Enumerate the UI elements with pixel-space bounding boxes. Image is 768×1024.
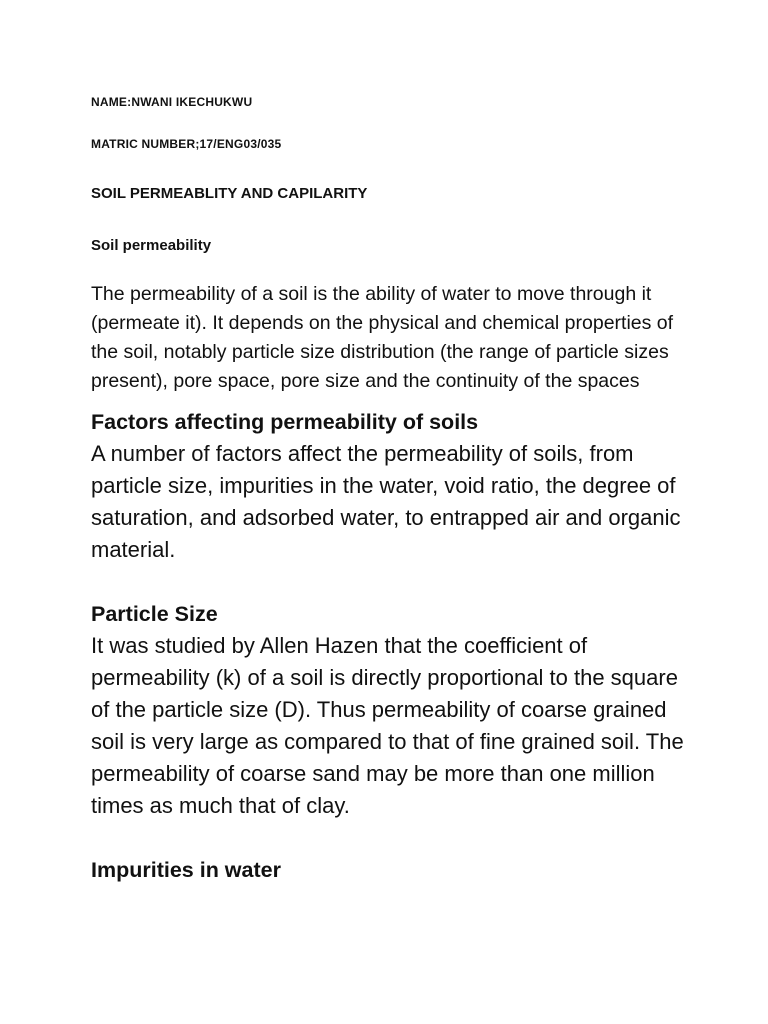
factors-heading: Factors affecting permeability of soils <box>91 410 479 434</box>
factors-paragraph: A number of factors affect the permeability of soils, from particle size, impurities in the water, void ratio, the degree of saturation, and adsorbed water, to entrapped air and organic material. <box>91 441 681 562</box>
soil-permeability-paragraph: The permeability of a soil is the ability of water to move through it (permeate it). It depends on the physical and chemical properties of the soil, notably particle size distribution (the range of particle sizes present), pore space, pore size and the continuity of the spaces <box>91 283 674 392</box>
document-title: SOIL PERMEABLITY AND CAPILARITY <box>91 185 368 202</box>
factors-section <box>91 406 691 566</box>
student-name: NAME:NWANI IKECHUKWU <box>91 95 253 109</box>
matric-number: MATRIC NUMBER;17/ENG03/035 <box>91 137 282 151</box>
impurities-heading: Impurities in water <box>91 858 281 882</box>
impurities-section <box>91 854 691 886</box>
particle-size-paragraph: It was studied by Allen Hazen that the coefficient of permeability (k) of a soil is directly proportional to the square of the particle size (D). Thus permeability of coarse grained soil is very large as compared to that of fine grained soil. The permeability of coarse sand may be more than one million times as much that of clay. <box>91 633 684 818</box>
document-content <box>91 92 691 886</box>
soil-permeability-heading: Soil permeability <box>91 237 212 254</box>
spacer <box>91 112 691 134</box>
particle-size-heading: Particle Size <box>91 602 218 626</box>
particle-size-section <box>91 598 691 822</box>
